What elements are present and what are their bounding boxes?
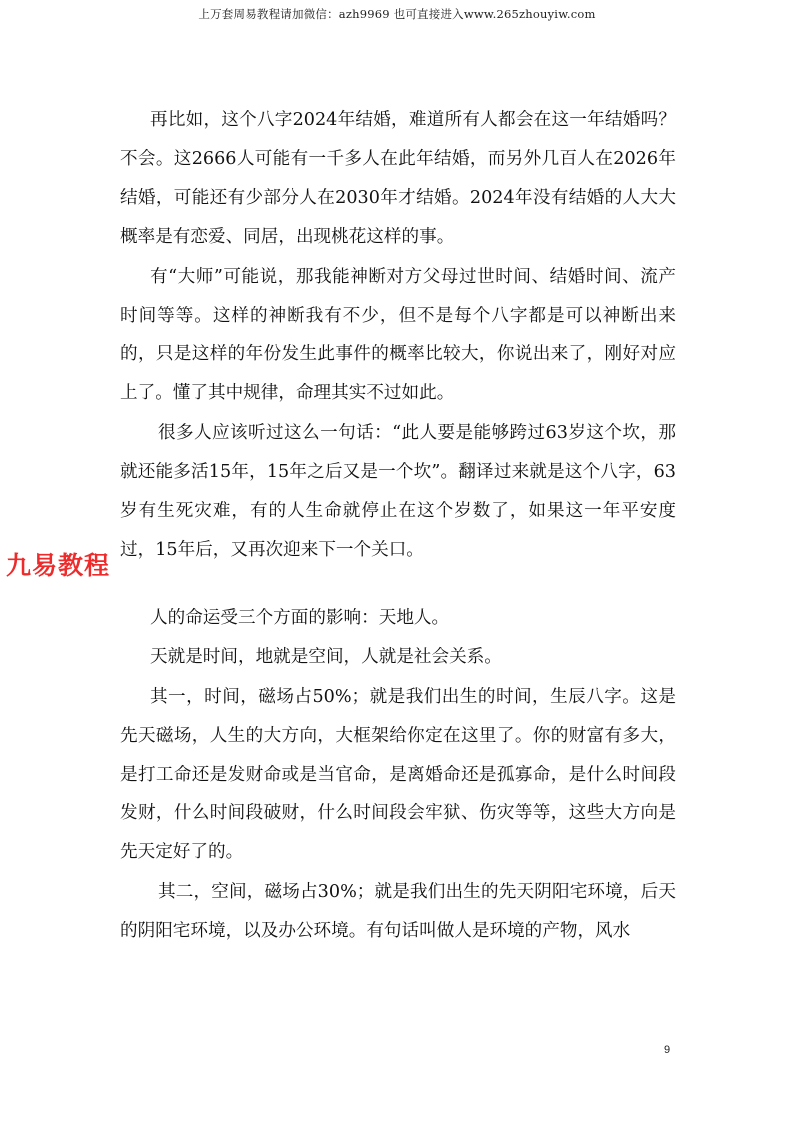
page-header-banner: 上万套周易教程请加微信：azh9969 也可直接进入www.265zhouyiw.com: [198, 7, 596, 21]
paragraph-heaven-earth-man: 天就是时间，地就是空间，人就是社会关系。: [150, 646, 502, 667]
paragraph-master-prediction: 有“大师”可能说，那我能神断对方父母过世时间、结婚时间、流产时间等等。这样的神断我有不少，但不是每个八字都是可以神断出来的，只是这样的年份发生此事件的概率比较大，你说出来了，刚好对应上了。懂了其中规律，命理其实不过如此。: [120, 266, 676, 404]
paragraph-time-factor: 其一，时间，磁场占50%；就是我们出生的时间，生辰八字。这是先天磁场，人生的大方向，大框架给你定在这里了。你的财富有多大，是打工命还是发财命或是当官命，是离婚命还是孤寡命，是什么时间段发财，什么时间段破财，什么时间段会牢狱、伤灾等等，这些大方向是先天定好了的。: [120, 686, 676, 863]
document-body: [120, 101, 676, 951]
paragraph-three-influences: 人的命运受三个方面的影响：天地人。: [150, 607, 450, 628]
paragraph-marriage-year: 再比如，这个八字2024年结婚，难道所有人都会在这一年结婚吗？不会。这2666人可能有一千多人在此年结婚，而另外几百人在2026年结婚，可能还有少部分人在2030年才结婚。2024年没有结婚的人大大概率是有恋爱、同居，出现桃花这样的事。: [120, 110, 676, 247]
paragraph-space-factor: 其二，空间，磁场占30%；就是我们出生的先天阴阳宅环境，后天的阴阳宅环境，以及办公环境。有句话叫做人是环境的产物，风水: [120, 882, 676, 942]
watermark-logo: 九易教程: [6, 551, 111, 580]
paragraph-age-63-hurdle: 很多人应该听过这么一句话：“此人要是能够跨过63岁这个坎，那就还能多活15年，15年之后又是一个坎”。翻译过来就是这个八字，63岁有生死灾难，有的人生命就停止在这个岁数了，如果这一年平安度过，15年后，又再次迎来下一个关口。: [120, 423, 676, 560]
page-number: 9: [664, 1044, 671, 1056]
